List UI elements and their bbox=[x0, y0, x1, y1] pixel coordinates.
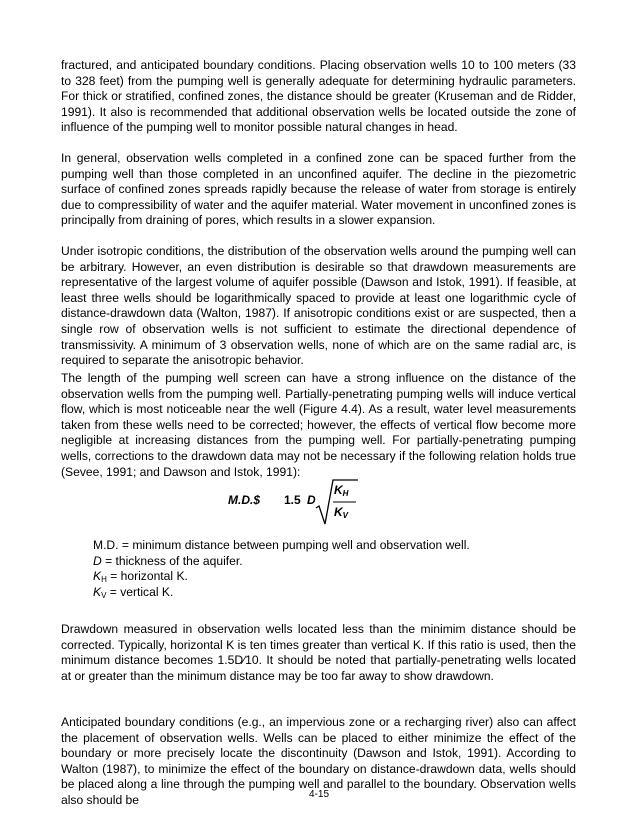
formula-definitions bbox=[93, 538, 533, 600]
paragraph-confined-spacing: In general, observation wells completed in a confined zone can be spaced further from the pumping well than those completed in an unconfined aquifer. The decline in the piezometric surface of confined zones spreads rapidly because the release of water from storage is entirely due to compressibility of water and the aquifer material. Water movement in unconfined zones is principally from draining of pores, which results in a slower expansion. bbox=[61, 151, 576, 228]
paragraph-isotropic-distribution: Under isotropic conditions, the distribution of the observation wells around the pumping well can be arbitrary. However, an even distribution is desirable so that drawdown measurements are representative of the largest volume of aquifer possible (Dawson and Istok, 1991). If feasible, at least three wells should be logarithmically spaced to provide at least one logarithmic cycle of distance-drawdown data (Walton, 1987). If anisotropic conditions exist or are suspected, then a single row of observation wells is not sufficient to estimate the directional dependence of transmissivity. A minimum of 3 observation wells, none of which are on the same radial arc, is required to separate the anisotropic behavior. bbox=[61, 244, 576, 368]
minimum-distance-formula bbox=[228, 478, 388, 526]
formula-numerator: $K_H$ bbox=[334, 483, 349, 498]
paragraph-screen-length: The length of the pumping well screen can have a strong influence on the distance of the observation wells from the pumping well. Partially-penetrating pumping wells will induce vertical flow, which is most noticeable near the well (Figure 4.4). As a result, water level measurements taken from these wells need to be corrected; however, the effects of vertical flow become more negligible at increasing distances from the pumping well. For partially-penetrating pumping wells, corrections to the drawdown data may not be necessary if the following relation holds true (Sevee, 1991; and Dawson and Istok, 1991): bbox=[61, 371, 576, 479]
page-number: 4-15 bbox=[308, 789, 329, 800]
definition-d: D = thickness of the aquifer. bbox=[93, 553, 243, 568]
formula-coefficient: 1.5 bbox=[284, 493, 301, 507]
paragraph-observation-distance: fractured, and anticipated boundary conditions. Placing observation wells 10 to 100 meters (33 to 328 feet) from the pumping well is generally adequate for determining hydraulic parameters. For thick or stratified, confined zones, the distance should be greater (Kruseman and de Ridder, 1991). It also is recommended that additional observation wells be located outside the zone of influence of the pumping well to monitor possible natural changes in head. bbox=[61, 58, 576, 135]
paragraph-boundary-conditions: Anticipated boundary conditions (e.g., an impervious zone or a recharging river) also can affect the placement of observation wells. Wells can be placed to either minimize the effect of the boundary or more precisely locate the discontinuity (Dawson and Istok, 1991). According to Walton (1987), to minimize the effect of the boundary on distance-drawdown data, wells should be placed along a line through the pumping well and parallel to the boundary. Observation wells also should be bbox=[61, 715, 576, 807]
definition-md: M.D. = minimum distance between pumping well and observation well. bbox=[93, 538, 470, 552]
formula-denominator: $K_V$ bbox=[334, 505, 349, 520]
formula-thickness-variable: D bbox=[307, 493, 316, 507]
definition-kh: $K_H$ = horizontal K. bbox=[93, 569, 188, 585]
definition-kv: $K_V$ = vertical K. bbox=[93, 584, 174, 600]
paragraph-drawdown-correction: Drawdown measured in observation wells located less than the minimim distance should be corrected. Typically, horizontal K is ten times greater than vertical K. If this ratio is used, then the minimum distance becomes 1.5D∕10. It should be noted that partially-penetrating wells located at or greater than the minimum distance may be too far away to show drawdown. bbox=[61, 622, 576, 683]
formula-lhs: M.D.$ bbox=[228, 493, 261, 507]
